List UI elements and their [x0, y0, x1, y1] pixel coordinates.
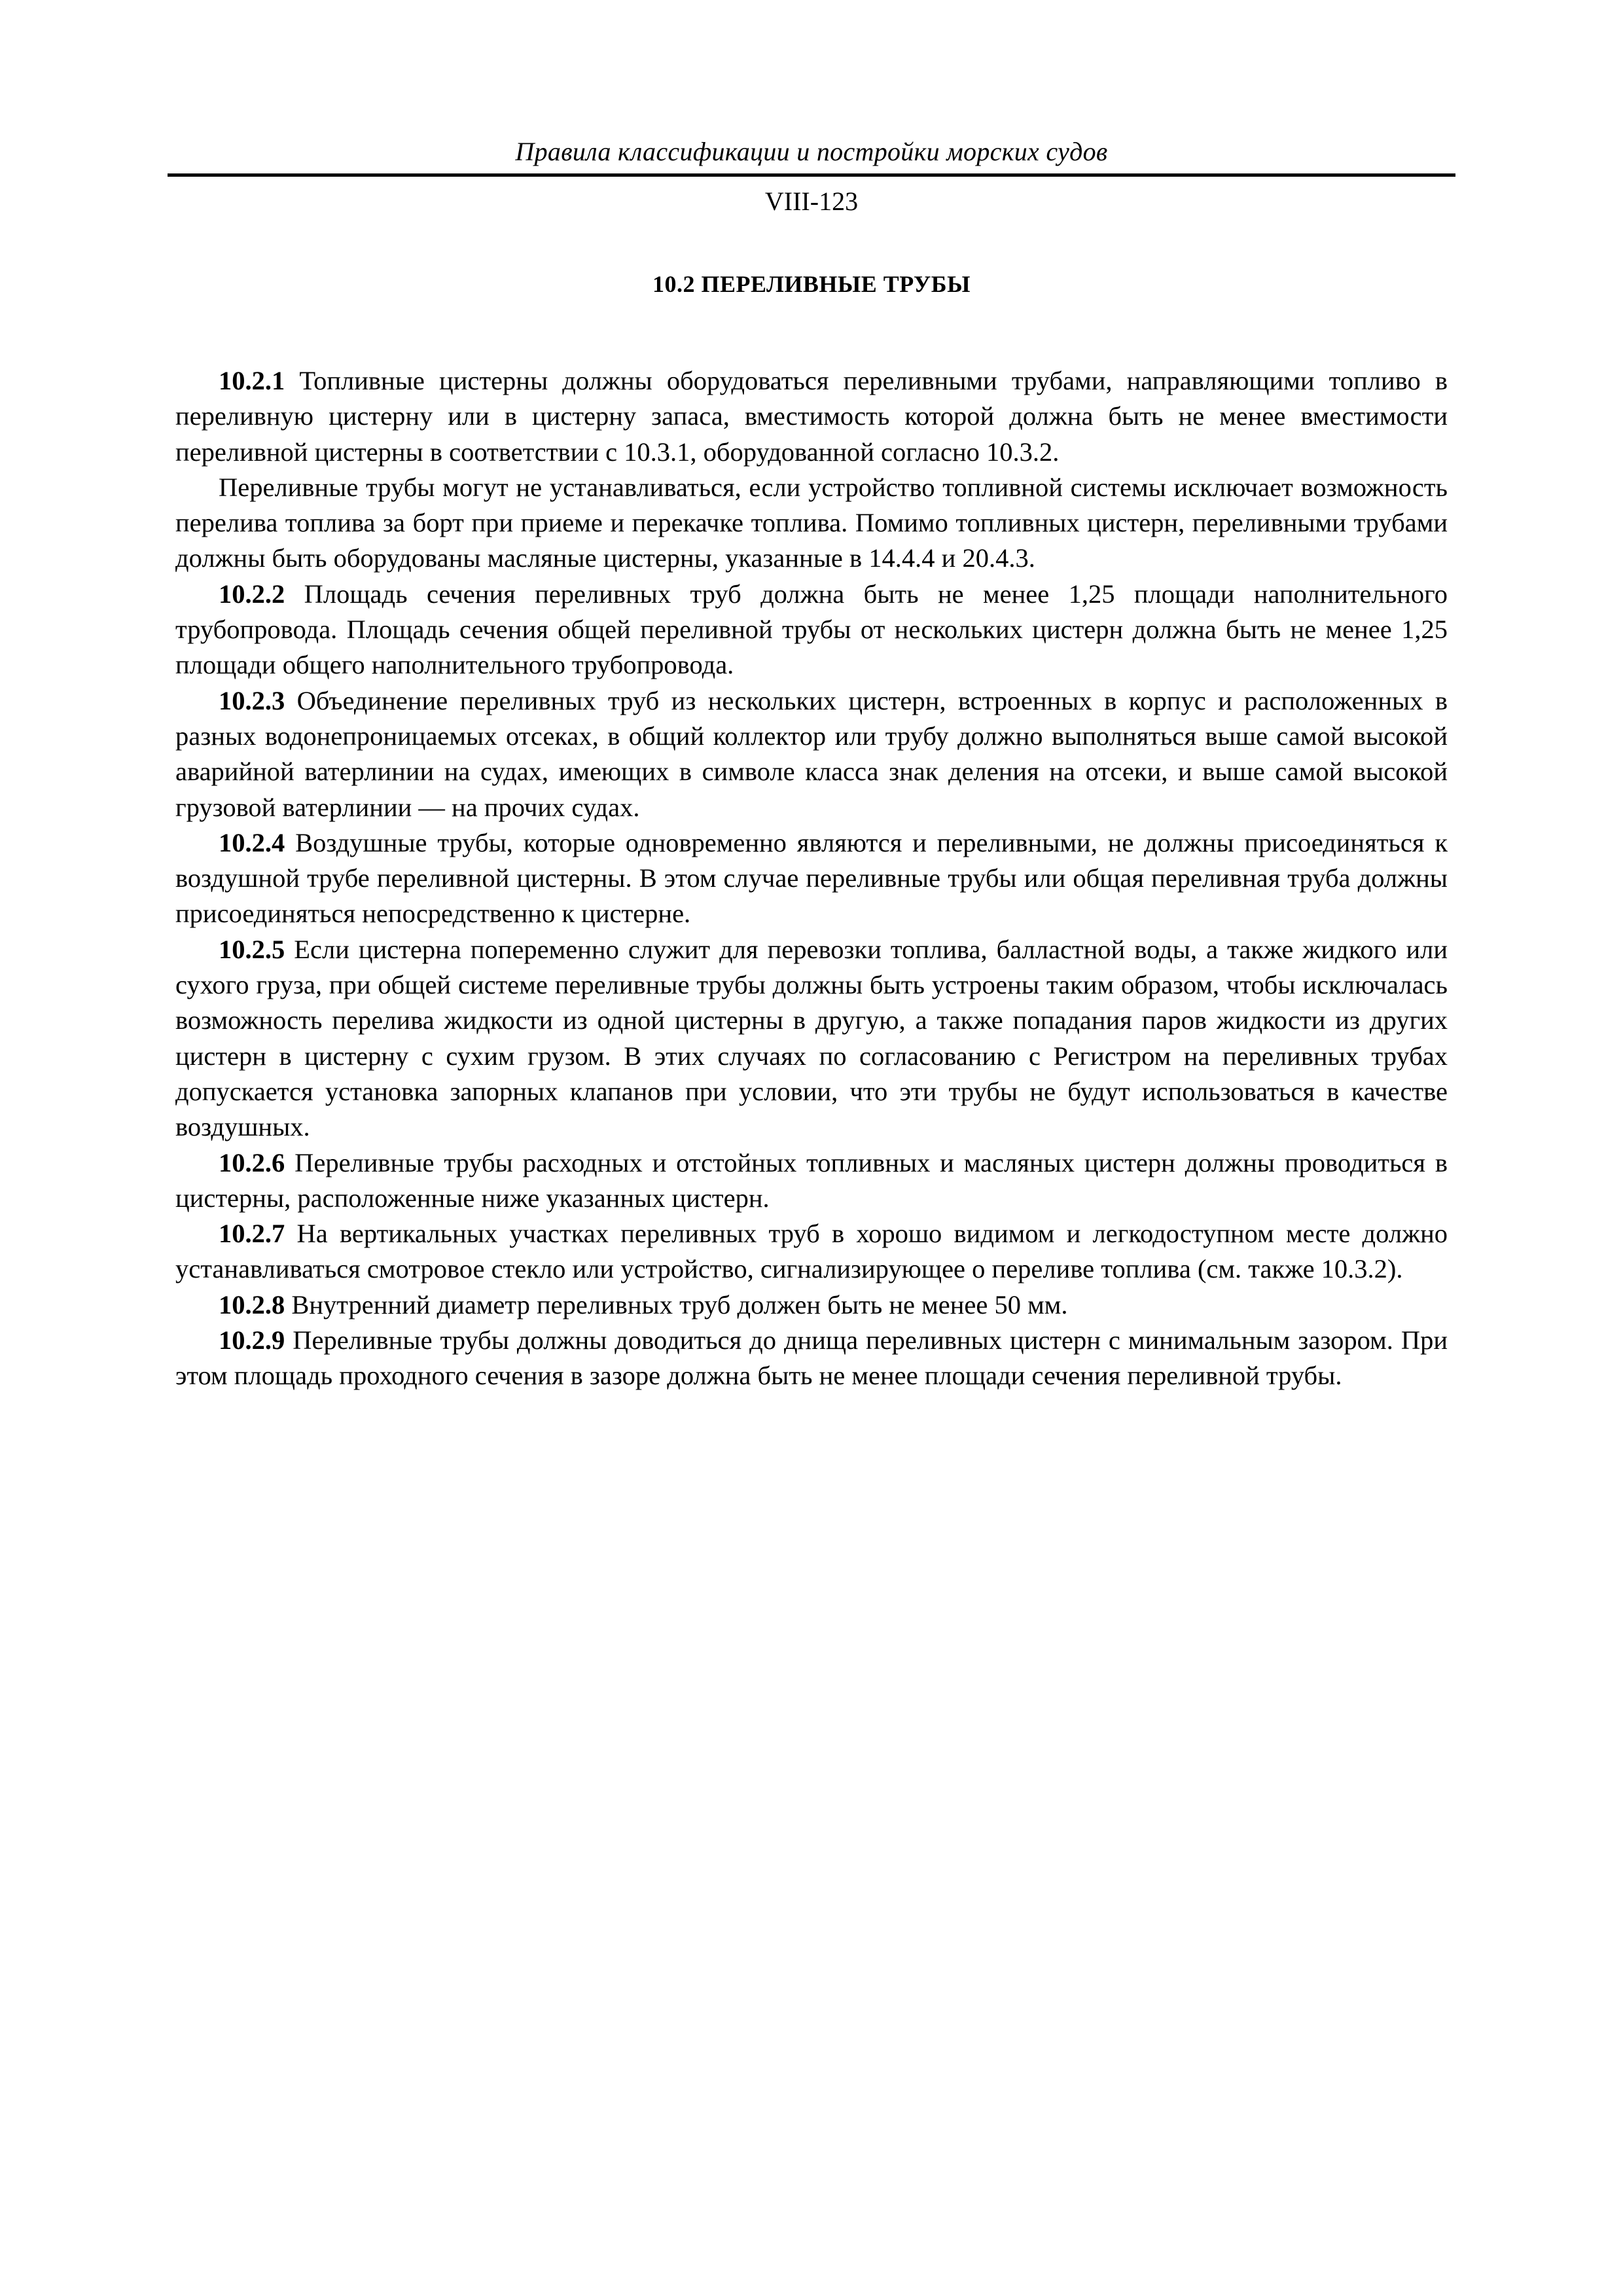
paragraph-text: Переливные трубы расходных и отстойных топливных и масляных цистерн должны проводиться в цистерны, расположенные ниже указанных цистерн.	[175, 1147, 1448, 1213]
paragraph-10-2-1	[175, 363, 1448, 470]
paragraph-10-2-5	[175, 932, 1448, 1145]
paragraph-number: 10.2.1	[219, 366, 285, 395]
body-text	[175, 363, 1448, 1394]
paragraph-text: Площадь сечения переливных труб должна быть не менее 1,25 площади наполнительного трубопровода. Площадь сечения общей переливной трубы от нескольких цистерн должна быть не менее 1,25 площади общего наполнительного трубопровода.	[175, 579, 1448, 680]
paragraph-10-2-9	[175, 1323, 1448, 1394]
paragraph-text: Переливные трубы должны доводиться до днища переливных цистерн с минимальным зазором. При этом площадь проходного сечения в зазоре должна быть не менее площади сечения переливной трубы.	[175, 1325, 1448, 1391]
paragraph-number: 10.2.4	[219, 827, 285, 857]
paragraph-10-2-8	[175, 1287, 1448, 1323]
paragraph-number: 10.2.3	[219, 685, 285, 715]
paragraph-10-2-6	[175, 1145, 1448, 1217]
paragraph-number: 10.2.9	[219, 1325, 285, 1355]
header-rule	[168, 173, 1455, 177]
paragraph-number: 10.2.2	[219, 579, 285, 609]
paragraph-text: Топливные цистерны должны оборудоваться переливными трубами, направляющими топливо в переливную цистерну или в цистерну запаса, вместимость которой должна быть не менее вместимости переливной цистерны в соответствии с 10.3.1, оборудованной согласно 10.3.2.	[175, 366, 1448, 467]
paragraph-number: 10.2.6	[219, 1147, 285, 1177]
paragraph-10-2-2	[175, 577, 1448, 683]
paragraph-10-2-4	[175, 825, 1448, 932]
paragraph-10-2-3	[175, 683, 1448, 825]
section-title: 10.2 ПЕРЕЛИВНЫЕ ТРУБЫ	[652, 271, 971, 297]
paragraph-text: Если цистерна попеременно служит для перевозки топлива, балластной воды, а также жидкого или сухого груза, при общей системе переливные трубы должны быть устроены таким образом, чтобы исключалась возможность перелива жидкости из одной цистерны в другую, а также попадания паров жидкости из других цистерн в цистерну с сухим грузом. В этих случаях по согласованию с Регистром на переливных трубах допускается установка запорных клапанов при условии, что эти трубы не будут использоваться в качестве воздушных.	[175, 934, 1448, 1142]
running-header-title: Правила классификации и постройки морских судов	[515, 137, 1108, 166]
paragraph-number: 10.2.8	[219, 1289, 285, 1319]
paragraph-10-2-7	[175, 1216, 1448, 1287]
document-page	[175, 0, 1448, 2296]
paragraph-10-2-1-cont	[175, 470, 1448, 577]
paragraph-text: Внутренний диаметр переливных труб должен быть не менее 50 мм.	[285, 1289, 1068, 1319]
paragraph-number: 10.2.5	[219, 934, 285, 964]
paragraph-text: Воздушные трубы, которые одновременно являются и переливными, не должны присоединяться к воздушной трубе переливной цистерны. В этом случае переливные трубы или общая переливная труба должны присоединяться непосредственно к цистерне.	[175, 827, 1448, 929]
paragraph-text: Объединение переливных труб из нескольких цистерн, встроенных в корпус и расположенных в разных водонепроницаемых отсеках, в общий коллектор или трубу должно выполняться выше самой высокой аварийной ватерлинии на судах, имеющих в символе класса знак деления на отсеки, и выше самой высокой грузовой ватерлинии — на прочих судах.	[175, 685, 1448, 822]
paragraph-text: На вертикальных участках переливных труб в хорошо видимом и легкодоступном месте должно устанавливаться смотровое стекло или устройство, сигнализирующее о переливе топлива (см. также 10.3.2).	[175, 1219, 1448, 1284]
paragraph-number: 10.2.7	[219, 1219, 285, 1249]
page-number: VIII-123	[764, 187, 859, 216]
paragraph-text: Переливные трубы могут не устанавливаться, если устройство топливной системы исключает возможность перелива топлива за борт при приеме и перекачке топлива. Помимо топливных цистерн, переливными трубами должны быть оборудованы масляные цистерны, указанные в 14.4.4 и 20.4.3.	[175, 472, 1448, 573]
